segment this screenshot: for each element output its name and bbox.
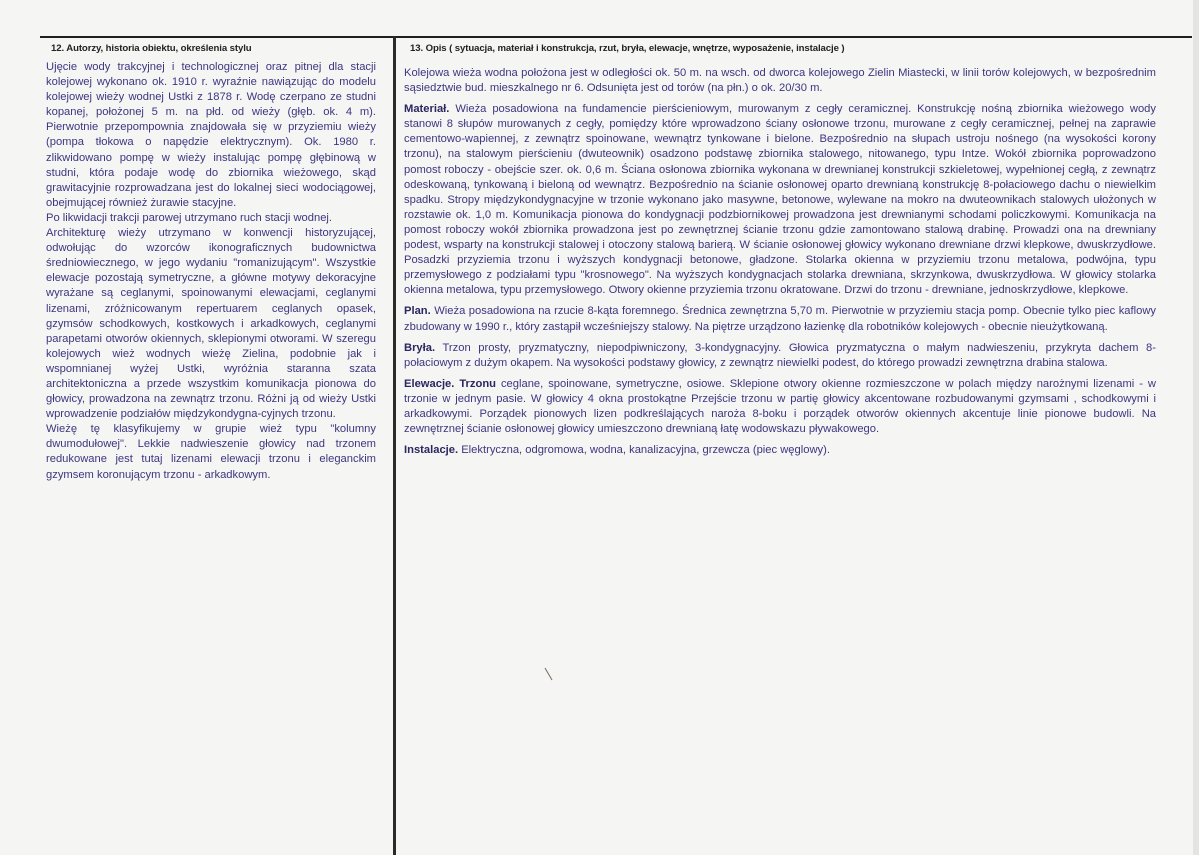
section-text: ceglane, spoinowane, symetryczne, osiowe. Sklepione otwory okienne rozmieszczone w polach między narożnymi lizenami - w trzonie w jednym pasie. W głowicy 4 okna prostokątne Przejście trzonu w partię głowicy akcentowane rozbudowanymi gzymsami , schodkowymi i arkadkowymi. Porządek pionowych lizen podkreślających naroża 8-boku i porządek otworów okiennych akcentuje linie pionowe budowli. Na zewnętrznej ścianie osłonowej głowicy umieszczono drewnianą łatę wodowskazu pływakowego. [404,377,1156,436]
left-column [46,43,376,483]
intro-paragraph: Kolejowa wieża wodna położona jest w odległości ok. 50 m. na wsch. od dworca kolejowego Zielin Miastecki, w linii torów kolejowych, w bezpośrednim sąsiedztwie bud. mieszkalnego nr 6. Odsunięta jest od torów (na płn.) o ok. 20/30 m. [404,67,1156,95]
section-label: Bryła. [404,341,436,354]
section-material [404,102,1156,298]
section-elewacje [404,377,1156,437]
section-text: Wieża posadowiona na rzucie 8-kąta foremnego. Średnica zewnętrzna 5,70 m. Pierwotnie w przyziemiu stacja pomp. Obecnie tylko piec kaflowy zbudowany w 1990 r., który zastąpił wcześniejszy stalowy. Na piętrze urządzono łazienkę dla robotników kolejowych - obecnie nieużytkowaną. [404,305,1156,333]
section-plan [404,304,1156,334]
right-column [404,43,1156,464]
left-paragraph: Architekturę wieży utrzymano w konwencji historyzującej, odwołując do wzorców ikonograficznych budownictwa średniowiecznego, w jego wydaniu "romanizującym". Wszystkie elewacje pozostają symetryczne, a główne motywy dekoracyjne wyrażane są ceglanymi, spoinowanymi elewacjami, ceglanymi lizenami, zróżnicowanym repertuarem ceglanych opasek, gzymsów schodkowych, kostkowych i arkadkowych, ceglanymi parapetami otworów okiennych, sklepionymi otworami. W szeregu kolejowych wież wodnych wieżę Zielina, podobnie jak i wspomnianej wyżej Ustki, wyróżnia staranna szata architektoniczna a przede wszystkim komunikacja pionowa do głowicy, prowadzona na zewnątrz trzonu. Różni ją od wieży Ustki wprowadzenie podziałów międzykondygna-cyjnych trzonu. [46,227,376,421]
section-label: Elewacje. Trzonu [404,377,496,390]
left-paragraph: Po likwidacji trakcji parowej utrzymano ruch stacji wodnej. [46,211,333,224]
page-edge [1193,0,1199,855]
section-text: Wieża posadowiona na fundamencie pierścieniowym, murowanym z cegły ceramicznej. Konstrukcję nośną zbiornika wieżowego wody stanowi 8 słupów murowanych z cegły, pomiędzy które wprowadzono ściany osłonowe trzonu, murowane z cegły ceramicznej, pełnej na zaprawie cementowo-wapiennej, z zewnątrz spoinowane, wewnątrz tynkowane i bielone. Bezpośrednio na słupach ustroju nośnego (na wysokości korony trzonu), na stalowym pierścieniu (dwuteownik) osadzono podstawę zbiornika stalowego, nitowanego, typu Intze. Wokół zbiornika poprowadzono pomost roboczy - obejście szer. ok. 0,6 m. Ściana osłonowa zbiornika wykonana w drewnianej konstrukcji szkieletowej, wypełnionej cegłą, z zewnątrz odeskowaną, tynkowaną i bieloną od wewnątrz. Bezpośrednio na ścianie osłonowej oparto drewnianą konstrukcję 8-połaciowego dachu o niewielkim spadku. Stropy międzykondygnacyjne w trzonie wykonano jako masywne, betonowe, wylewane na mokro na dwuteownikach stalowych ułożonych w rozstawie ok. 1,0 m. Komunikacja pionowa do kondygnacji podzbiornikowej prowadzona jest drewnianymi schodami policzkowymi. Komunikacja na pomost roboczy wokół zbiornika prowadzona jest po zewnętrznej ścianie trzonu gdzie zamontowano stalową drabinę. Prowadzi ona na drewniany podest, wsparty na konstrukcji stalowej i otoczony stalową barierą. W ścianie osłonowej głowicy wykonano drewniane drzwi klepkowe, dwuskrzydłowe. Posadzki przyziemia trzonu i wyższych kondygnacji betonowe, gładzone. Stolarka okienna w przyziemiu trzonu metalowa, podwójna, typu przemysłowego z podziałami typu "krosnowego". Na wyższych kondygnacjach stolarka drewniana, skrzynkowa, dwuskrzydłowa. W głowicy stolarka okienna metalowa, typu przemysłowego. Otwory okienne przyziemia trzonu okratowane. Drzwi do trzonu - drewniane, jednoskrzydłowe, klepkowe. [404,103,1156,297]
section-instalacje [404,443,1156,458]
column-divider [393,36,396,855]
section-label: Plan. [404,305,431,318]
right-heading: 13. Opis ( sytuacja, materiał i konstrukcja, rzut, bryła, elewacje, wnętrze, wyposażenie, instalacje ) [410,43,845,54]
section-text: Trzon prosty, pryzmatyczny, niepodpiwniczony, 3-kondygnacyjny. Głowica pryzmatyczna o małym nadwieszeniu, przykryta dachem 8-połaciowym z dużym okapem. Na wysokości podstawy głowicy, z zewnątrz niewielki podest, do którego prowadzi zewnętrzna drabina stalowa. [404,341,1156,369]
section-label: Materiał. [404,103,450,116]
section-text: Elektryczna, odgromowa, wodna, kanalizacyjna, grzewcza (piec węglowy). [461,444,830,457]
left-paragraph: Ujęcie wody trakcyjnej i technologicznej oraz pitnej dla stacji kolejowej wykonano ok. 1910 r. wyraźnie nawiązując do modelu kolejowej wieży wodnej Ustki z 1878 r. Wodę czerpano ze studni kopanej, położonej 5 m. na płd. od wieży (głęb. ok. 4 m). Pierwotnie przepompownia znajdowała się w przyziemiu wieży (pompa tłokowa o napędzie elektrycznym). Ok. 1980 r. zlikwidowano pompę w wieży instalując pompę głębinową w studni, która podaje wodę do zbiornika wieżowego, skąd grawitacyjnie rozprowadzana jest do lokalnej sieci wodociągowej, obejmującej również żurawie stacyjne. [46,61,376,209]
section-bryla [404,341,1156,371]
top-border-line [40,36,1192,38]
left-paragraph: Wieżę tę klasyfikujemy w grupie wież typu "kolumny dwumodułowej". Lekkie nadwieszenie głowicy nad trzonem redukowane jest tutaj lizenami elewacji trzonu i eleganckim gzymsem koronującym trzonu - arkadkowym. [46,423,376,481]
section-label: Instalacje. [404,444,459,457]
left-heading: 12. Autorzy, historia obiektu, określenia stylu [51,43,252,54]
